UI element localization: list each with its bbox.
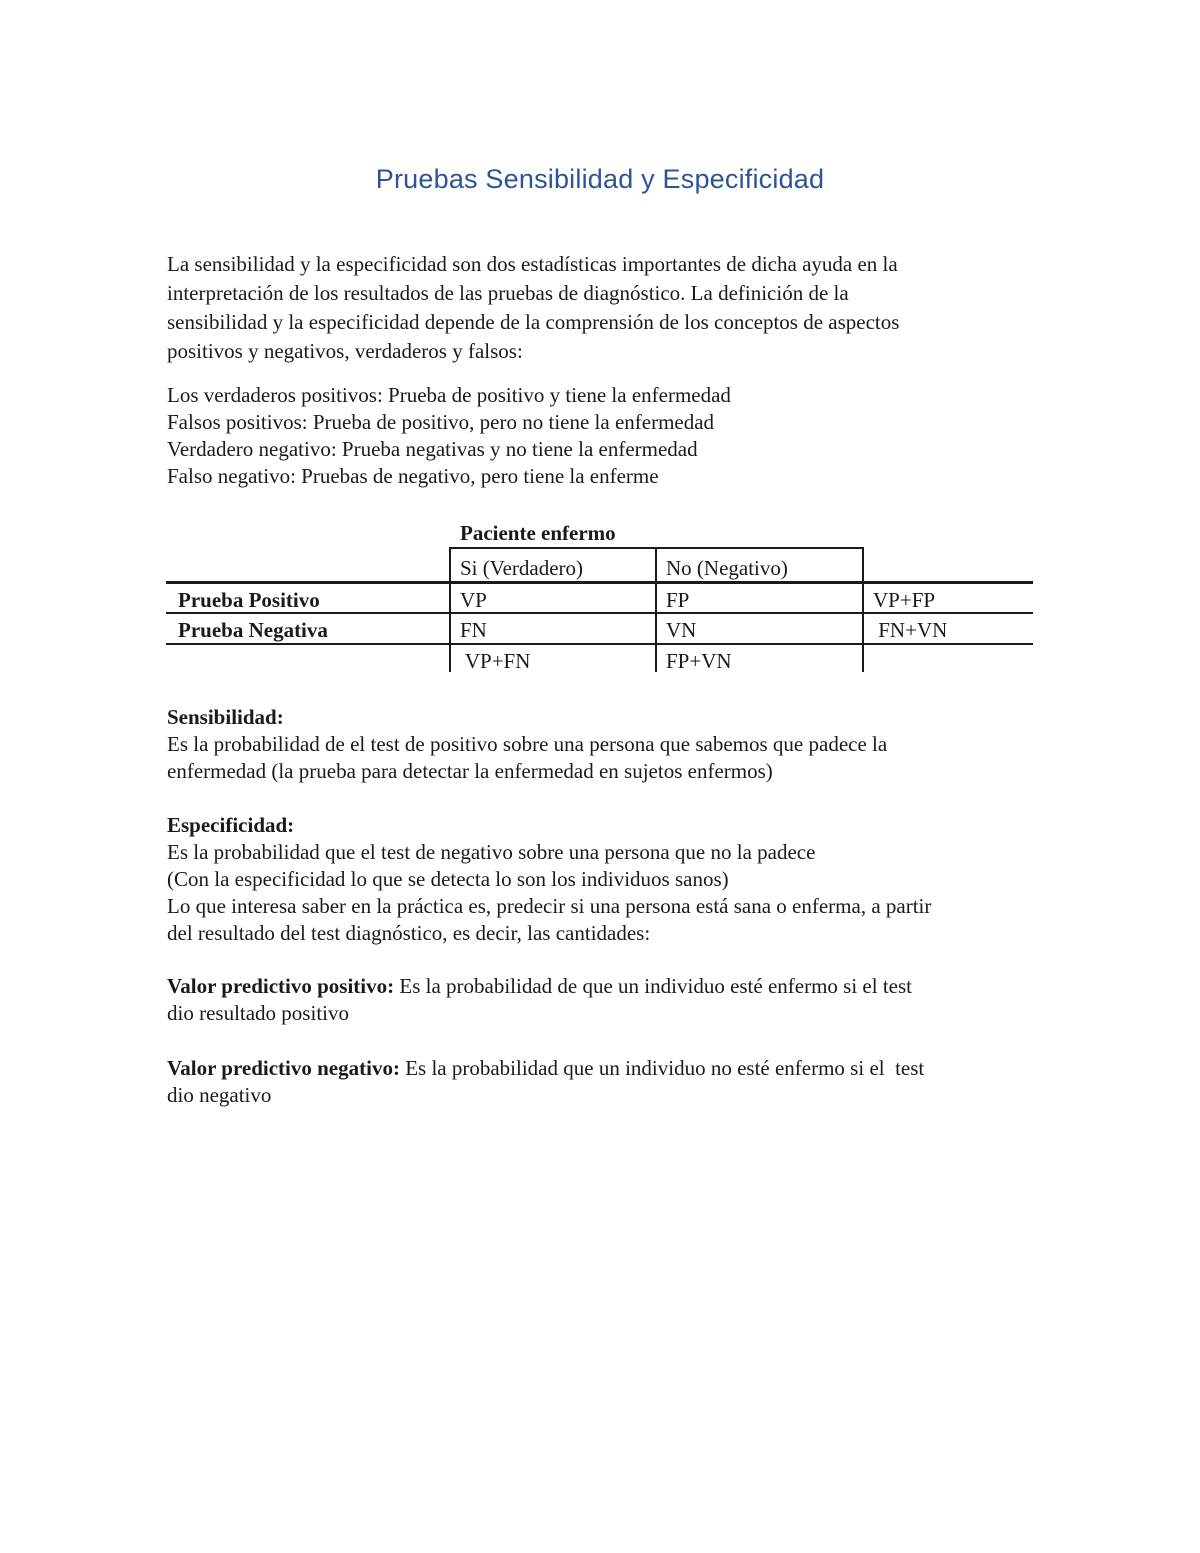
table-cell: VP+FP	[873, 588, 936, 612]
intro-line: La sensibilidad y la especificidad son dos estadísticas importantes de dicha ayuda en la	[167, 252, 898, 276]
definitions-list	[167, 382, 731, 490]
vpp-line: dio resultado positivo	[167, 1001, 349, 1025]
table-line	[655, 547, 657, 672]
especificidad-line: (Con la especificidad lo que se detecta lo son los individuos sanos)	[167, 867, 729, 891]
sensibilidad-line: Es la probabilidad de el test de positivo sobre una persona que sabemos que padece la	[167, 732, 888, 756]
document-title: Pruebas Sensibilidad y Especificidad	[375, 164, 825, 194]
intro-line: interpretación de los resultados de las pruebas de diagnóstico. La definición de la	[167, 281, 849, 305]
table-cell: VN	[666, 618, 697, 642]
intro-paragraph	[167, 250, 899, 366]
vpn-term: Valor predictivo negativo:	[167, 1056, 400, 1080]
vpp-line	[167, 973, 912, 1000]
especificidad-line: Lo que interesa saber en la práctica es, predecir si una persona está sana o enferma, a partir	[167, 894, 932, 918]
especificidad-body	[167, 839, 931, 947]
sensibilidad-body	[167, 731, 887, 785]
definition-true-negative: Verdadero negativo: Prueba negativas y no tiene la enfermedad	[167, 437, 698, 461]
sensibilidad-heading: Sensibilidad:	[167, 705, 284, 729]
vpp-paragraph	[167, 973, 912, 1027]
col-header-no: No (Negativo)	[666, 556, 788, 580]
vpp-text: Es la probabilidad de que un individuo esté enfermo si el test	[394, 974, 912, 998]
table-total: VP+FN	[460, 649, 531, 673]
row-label-positive: Prueba Positivo	[178, 588, 320, 612]
table-cell: FN+VN	[873, 618, 948, 642]
vpp-term: Valor predictivo positivo:	[167, 974, 395, 998]
definition-false-positive: Falsos positivos: Prueba de positivo, pero no tiene la enfermedad	[167, 410, 715, 434]
definition-true-positive: Los verdaderos positivos: Prueba de positivo y tiene la enfermedad	[167, 383, 731, 407]
table-line	[166, 643, 1033, 645]
table-line	[166, 581, 1033, 584]
vpn-line	[167, 1055, 924, 1082]
intro-line: sensibilidad y la especificidad depende de la comprensión de los conceptos de aspectos	[167, 310, 900, 334]
table-total: FP+VN	[666, 649, 732, 673]
sensibilidad-line: enfermedad (la prueba para detectar la enfermedad en sujetos enfermos)	[167, 759, 773, 783]
especificidad-line: del resultado del test diagnóstico, es decir, las cantidades:	[167, 921, 651, 945]
table-line	[449, 547, 451, 672]
especificidad-heading: Especificidad:	[167, 813, 295, 837]
especificidad-line: Es la probabilidad que el test de negativo sobre una persona que no la padece	[167, 840, 816, 864]
table-cell: FP	[666, 588, 690, 612]
table-cell: VP	[460, 588, 487, 612]
definition-false-negative: Falso negativo: Pruebas de negativo, pero tiene la enferme	[167, 464, 659, 488]
table-cell: FN	[460, 618, 487, 642]
vpn-text: Es la probabilidad que un individuo no esté enfermo si el test	[399, 1056, 925, 1080]
vpn-paragraph	[167, 1055, 924, 1109]
table-line	[862, 547, 864, 672]
intro-line: positivos y negativos, verdaderos y falsos:	[167, 339, 523, 363]
col-header-si: Si (Verdadero)	[460, 556, 584, 580]
vpn-line: dio negativo	[167, 1083, 272, 1107]
row-label-negative: Prueba Negativa	[178, 618, 328, 642]
table-caption: Paciente enfermo	[460, 521, 616, 545]
